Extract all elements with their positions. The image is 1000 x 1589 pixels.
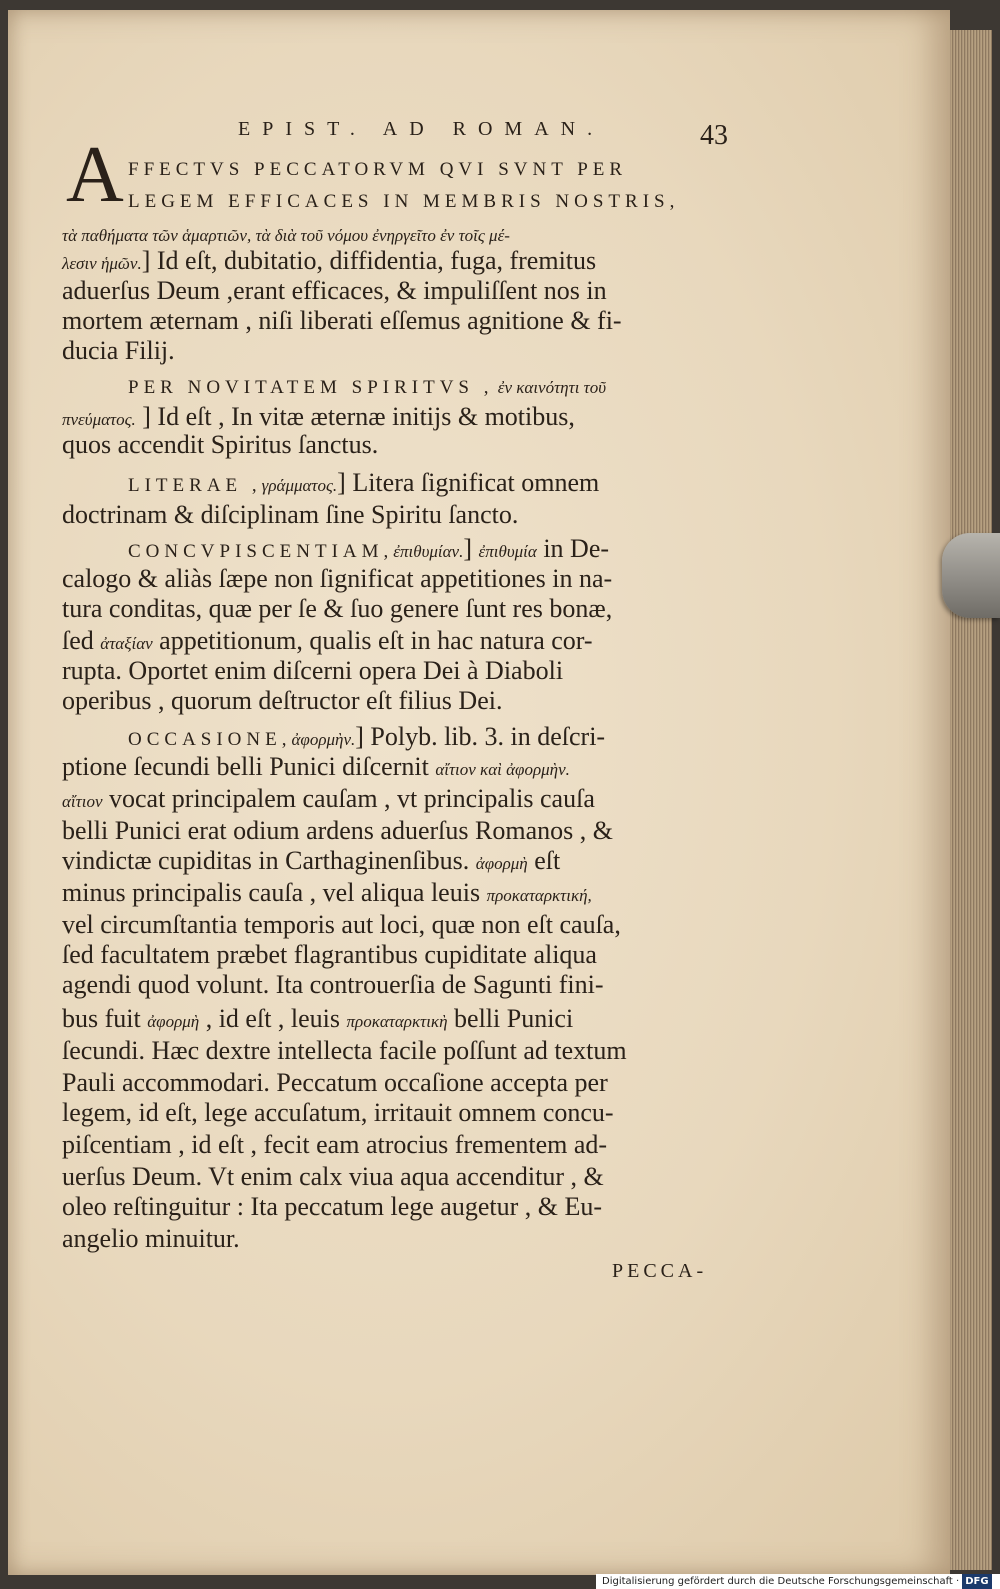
greek-text: ἀφορμὴν. bbox=[291, 730, 356, 749]
latin-text: , id eſt , leuis bbox=[199, 1004, 347, 1033]
latin-text: tura conditas, quæ per ſe & ſuo genere ſunt res bonæ, bbox=[62, 594, 613, 623]
text-line bbox=[62, 336, 175, 366]
greek-text: προκαταρκτική, bbox=[486, 886, 592, 905]
greek-text: ἐπιθυμίαν. bbox=[393, 542, 464, 561]
page-clip-tab bbox=[942, 533, 1000, 618]
running-title: EPIST. AD ROMAN. bbox=[238, 118, 605, 140]
text-line bbox=[62, 626, 593, 659]
text-line bbox=[62, 306, 622, 336]
text-line bbox=[62, 878, 592, 911]
text-line bbox=[62, 1130, 607, 1160]
small-caps-text: LEGEM EFFICACES IN MEMBRIS NOSTRIS, bbox=[128, 191, 680, 212]
latin-text: agendi quod volunt. Ita controuerſia de Sagunti fini- bbox=[62, 970, 604, 999]
text-line bbox=[62, 784, 595, 817]
latin-text: belli Punici bbox=[447, 1004, 574, 1033]
latin-text: ] Id eſt, dubitatio, diffidentia, fuga, fremitus bbox=[141, 246, 597, 275]
latin-text: minus principalis cauſa , vel aliqua leuis bbox=[62, 878, 487, 907]
text-line bbox=[62, 940, 597, 970]
small-caps-text: LITERAE , bbox=[128, 475, 262, 496]
digitization-footer bbox=[596, 1574, 1000, 1589]
book-page-edges bbox=[950, 30, 992, 1570]
greek-text: αἴτιον bbox=[62, 792, 103, 811]
latin-text: rupta. Oportet enim diſcerni opera Dei à Diaboli bbox=[62, 656, 564, 685]
latin-text: belli Punici erat odium ardens aduerſus Romanos , & bbox=[62, 816, 613, 845]
text-line bbox=[62, 816, 613, 846]
text-line bbox=[128, 468, 599, 501]
latin-text: Pauli accommodari. Peccatum occaſione accepta per bbox=[62, 1068, 608, 1097]
text-line bbox=[62, 970, 604, 1000]
small-caps-text: FFECTVS PECCATORVM QVI SVNT PER bbox=[128, 159, 628, 180]
text-line bbox=[128, 184, 679, 217]
text-line bbox=[62, 1068, 608, 1098]
latin-text: ſed bbox=[62, 626, 101, 655]
latin-text: vocat principalem cauſam , vt principalis cauſa bbox=[102, 784, 595, 813]
text-line bbox=[128, 722, 605, 755]
latin-text: piſcentiam , id eſt , fecit eam atrocius frementem ad- bbox=[62, 1130, 608, 1159]
text-line bbox=[62, 1004, 573, 1037]
text-line bbox=[62, 594, 612, 624]
latin-text: ] bbox=[463, 534, 479, 563]
text-line bbox=[62, 430, 378, 460]
small-caps-text: OCCASIONE, bbox=[128, 729, 292, 750]
text-line bbox=[128, 534, 609, 567]
catchword: PECCA- bbox=[612, 1260, 708, 1282]
page-number: 43 bbox=[700, 120, 728, 151]
latin-text: oleo reſtinguitur : Ita peccatum lege augetur , & Eu- bbox=[62, 1192, 603, 1221]
drop-capital: A bbox=[66, 131, 124, 219]
latin-text: angelio minuitur. bbox=[62, 1224, 240, 1253]
latin-text: ] Polyb. lib. 3. in deſcri- bbox=[355, 722, 606, 751]
greek-text: ἐπιθυμία bbox=[478, 542, 537, 561]
text-line bbox=[62, 846, 560, 879]
latin-text: ] Id eſt , In vitæ æternæ initijs & motibus, bbox=[135, 402, 575, 431]
greek-text: γράμματος. bbox=[261, 476, 338, 495]
small-caps-text: PER NOVITATEM SPIRITVS , bbox=[128, 377, 494, 398]
greek-text: λεσιν ἡμῶν. bbox=[62, 254, 142, 273]
greek-text: ἀφορμὴ bbox=[475, 854, 528, 873]
latin-text: calogo & aliàs ſæpe non ſignificat appetitiones in na- bbox=[62, 564, 613, 593]
latin-text: doctrinam & diſciplinam ſine Spiritu ſancto. bbox=[62, 500, 519, 529]
greek-text: ἀταξίαν bbox=[100, 634, 153, 653]
text-line bbox=[62, 276, 607, 306]
text-line bbox=[62, 246, 596, 279]
small-caps-text: CONCVPISCENTIAM, bbox=[128, 541, 394, 562]
text-line bbox=[62, 752, 570, 785]
text-line bbox=[62, 910, 621, 940]
latin-text: ſed facultatem præbet flagrantibus cupiditate aliqua bbox=[62, 940, 597, 969]
text-line bbox=[62, 1224, 240, 1254]
greek-text: αἴτιον καὶ ἀφορμὴν. bbox=[435, 760, 570, 779]
text-line bbox=[62, 1192, 602, 1222]
footer-text: Digitalisierung gefördert durch die Deutsche Forschungsgemeinschaft · bbox=[602, 1576, 960, 1587]
latin-text: uerſus Deum. Vt enim calx viua aqua accenditur , & bbox=[62, 1162, 604, 1191]
latin-text: ptione ſecundi belli Punici diſcernit bbox=[62, 752, 436, 781]
greek-text: ἐν καινότητι τοῦ bbox=[493, 378, 607, 397]
latin-text: bus fuit bbox=[62, 1004, 148, 1033]
text-line bbox=[62, 564, 612, 594]
latin-text: appetitionum, qualis eſt in hac natura cor- bbox=[152, 626, 593, 655]
latin-text: in De- bbox=[536, 534, 610, 563]
dfg-logo: DFG bbox=[962, 1574, 991, 1589]
latin-text: quos accendit Spiritus ſanctus. bbox=[62, 430, 379, 459]
text-line bbox=[128, 152, 627, 185]
text-line bbox=[62, 1162, 604, 1192]
latin-text: ſecundi. Hæc dextre intellecta facile poſſunt ad textum bbox=[62, 1036, 627, 1065]
greek-text: προκαταρκτικὴ bbox=[346, 1012, 448, 1031]
text-line bbox=[62, 1036, 627, 1066]
text-line bbox=[128, 370, 606, 403]
greek-text: πνεύματος. bbox=[62, 410, 136, 429]
text-line bbox=[62, 500, 518, 530]
latin-text: ducia Filij. bbox=[62, 336, 175, 365]
greek-text: ἀφορμὴ bbox=[147, 1012, 200, 1031]
text-line bbox=[62, 686, 502, 716]
greek-text: τὰ παθήματα τῶν ἁμαρτιῶν, τὰ διὰ τοῦ νόμου ἐνηργεῖτο ἐν τοῖς μέ- bbox=[62, 226, 510, 245]
latin-text: operibus , quorum deſtructor eſt filius Dei. bbox=[62, 686, 503, 715]
latin-text: ] Litera ſignificat omnem bbox=[337, 468, 600, 497]
latin-text: eſt bbox=[527, 846, 561, 875]
latin-text: legem, id eſt, lege accuſatum, irritauit omnem concu- bbox=[62, 1098, 614, 1127]
latin-text: aduerſus Deum ,erant efficaces, & impuliſſent nos in bbox=[62, 276, 607, 305]
latin-text: vel circumſtantia temporis aut loci, quæ non eſt cauſa, bbox=[62, 910, 621, 939]
text-line bbox=[62, 1098, 614, 1128]
latin-text: vindictæ cupiditas in Carthaginenſibus. bbox=[62, 846, 476, 875]
text-line bbox=[62, 656, 563, 686]
latin-text: mortem æternam , niſi liberati eſſemus agnitione & fi- bbox=[62, 306, 622, 335]
